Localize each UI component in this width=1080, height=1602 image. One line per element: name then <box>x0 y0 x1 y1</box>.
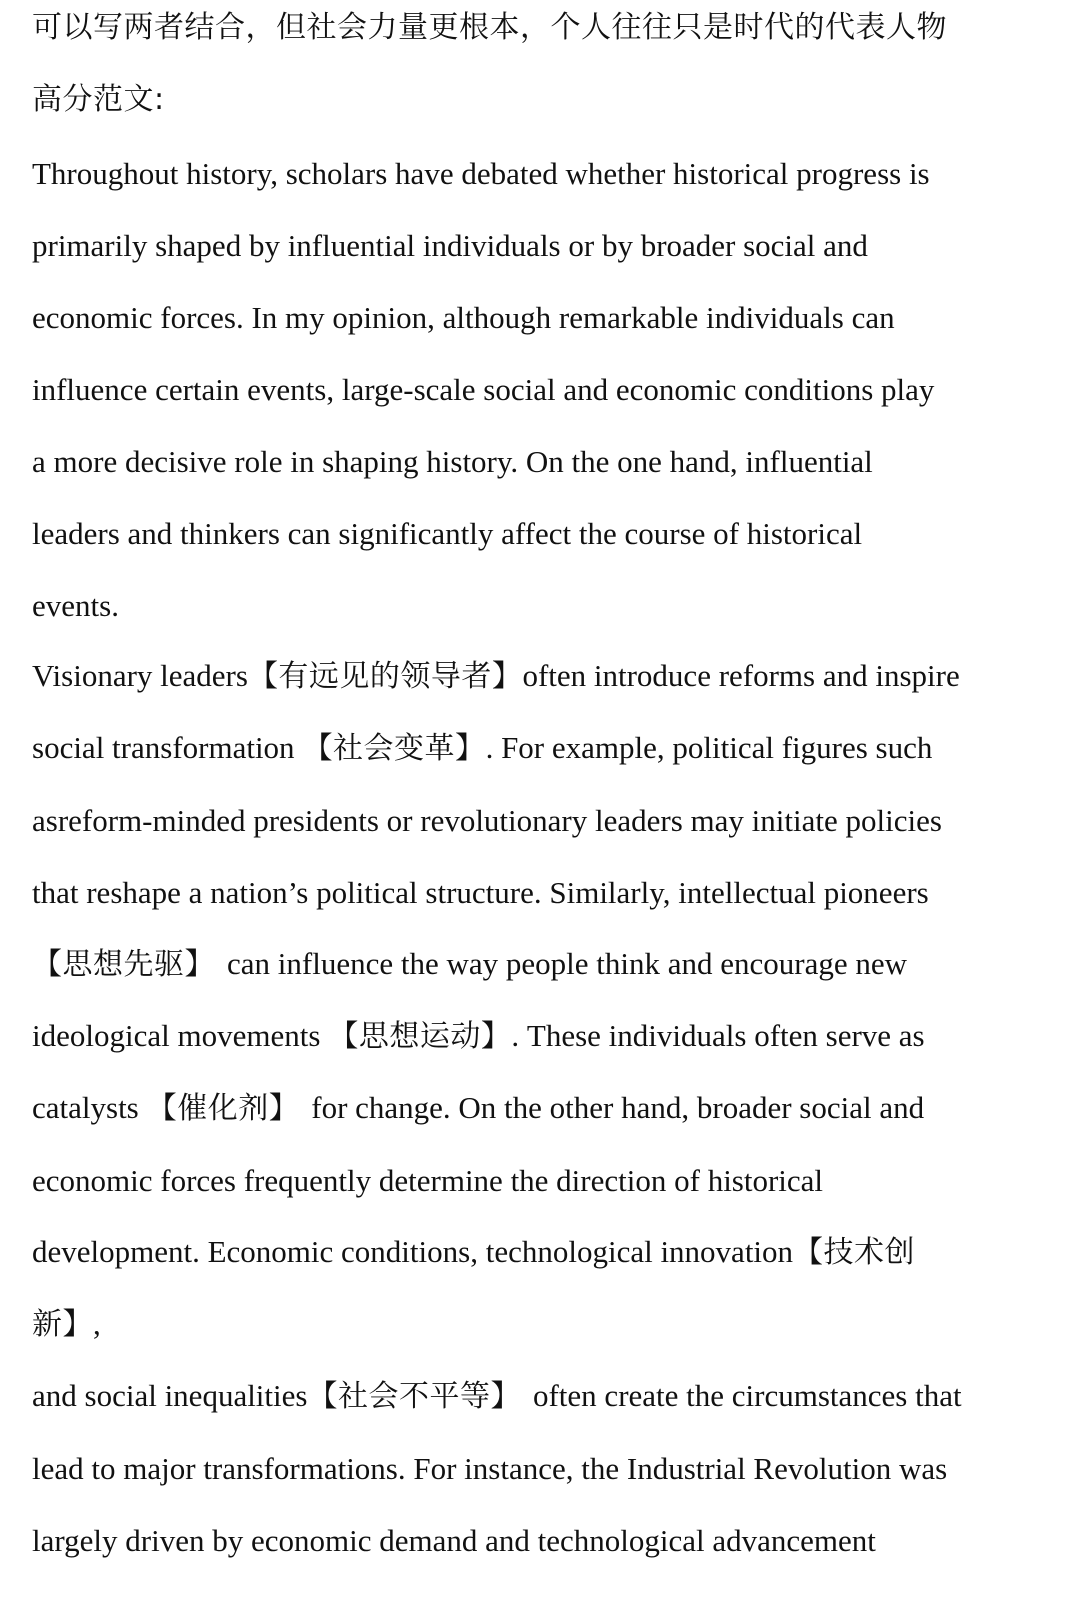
paragraph-text: and social inequalities <box>32 1378 308 1413</box>
vocab-annotation: 【催化剂】 <box>146 1091 300 1126</box>
vocab-annotation: 【社会变革】 <box>302 731 486 766</box>
paragraph-line: economic forces frequently determine the direction of historical <box>32 1163 824 1198</box>
paragraph-line <box>32 728 932 769</box>
vocab-annotation: 【思想运动】 <box>328 1019 512 1054</box>
paragraph-line <box>32 1376 962 1417</box>
vocab-annotation: 新】 <box>32 1307 93 1342</box>
paragraph-line: asreform-minded presidents or revolutionary leaders may initiate policies <box>32 803 942 838</box>
paragraph-line: events. <box>32 588 119 623</box>
paragraph-text: for change. On the other hand, broader social and <box>311 1090 925 1125</box>
paragraph-line: primarily shaped by influential individuals or by broader social and <box>32 228 868 263</box>
paragraph-line: Throughout history, scholars have debated whether historical progress is <box>32 156 930 191</box>
paragraph-line: a more decisive role in shaping history. On the one hand, influential <box>32 444 873 479</box>
paragraph-text: can influence the way people think and encourage new <box>227 946 907 981</box>
paragraph-line: influence certain events, large-scale social and economic conditions play <box>32 372 935 407</box>
paragraph-line <box>32 1088 924 1129</box>
paragraph-line <box>32 656 960 697</box>
paragraph-text: development. Economic conditions, technological innovation <box>32 1234 794 1269</box>
paragraph-text: social transformation <box>32 730 295 765</box>
paragraph-text: . These individuals often serve as <box>511 1018 925 1053</box>
paragraph-text: Visionary leaders <box>32 658 248 693</box>
paragraph-text: often create the circumstances that <box>532 1378 962 1413</box>
paragraph-line: leaders and thinkers can significantly affect the course of historical <box>32 516 863 551</box>
paragraph-line: that reshape a nation’s political structure. Similarly, intellectual pioneers <box>32 875 929 910</box>
heading-note: 可以写两者结合，但社会力量更根本，个人往往只是时代的代表人物 <box>32 10 947 45</box>
paragraph-line: largely driven by economic demand and technological advancement <box>32 1523 876 1558</box>
paragraph-text: catalysts <box>32 1090 139 1125</box>
paragraph-line: lead to major transformations. For instance, the Industrial Revolution was <box>32 1451 948 1486</box>
paragraph-line <box>32 1304 101 1345</box>
paragraph-text: . For example, political figures such <box>485 730 933 765</box>
paragraph-line <box>32 1232 915 1273</box>
paragraph-text: often introduce reforms and inspire <box>522 658 960 693</box>
paragraph-line: economic forces. In my opinion, although remarkable individuals can <box>32 300 895 335</box>
paragraph-text: ideological movements <box>32 1018 321 1053</box>
paragraph-text: , <box>93 1306 101 1341</box>
vocab-annotation: 【思想先驱】 <box>32 947 215 982</box>
vocab-annotation: 【技术创 <box>793 1235 916 1270</box>
vocab-annotation: 【社会不平等】 <box>307 1379 521 1414</box>
section-label: 高分范文: <box>32 82 165 117</box>
vocab-annotation: 【有远见的领导者】 <box>247 659 523 694</box>
paragraph-line <box>32 944 907 985</box>
paragraph-line <box>32 1016 925 1057</box>
